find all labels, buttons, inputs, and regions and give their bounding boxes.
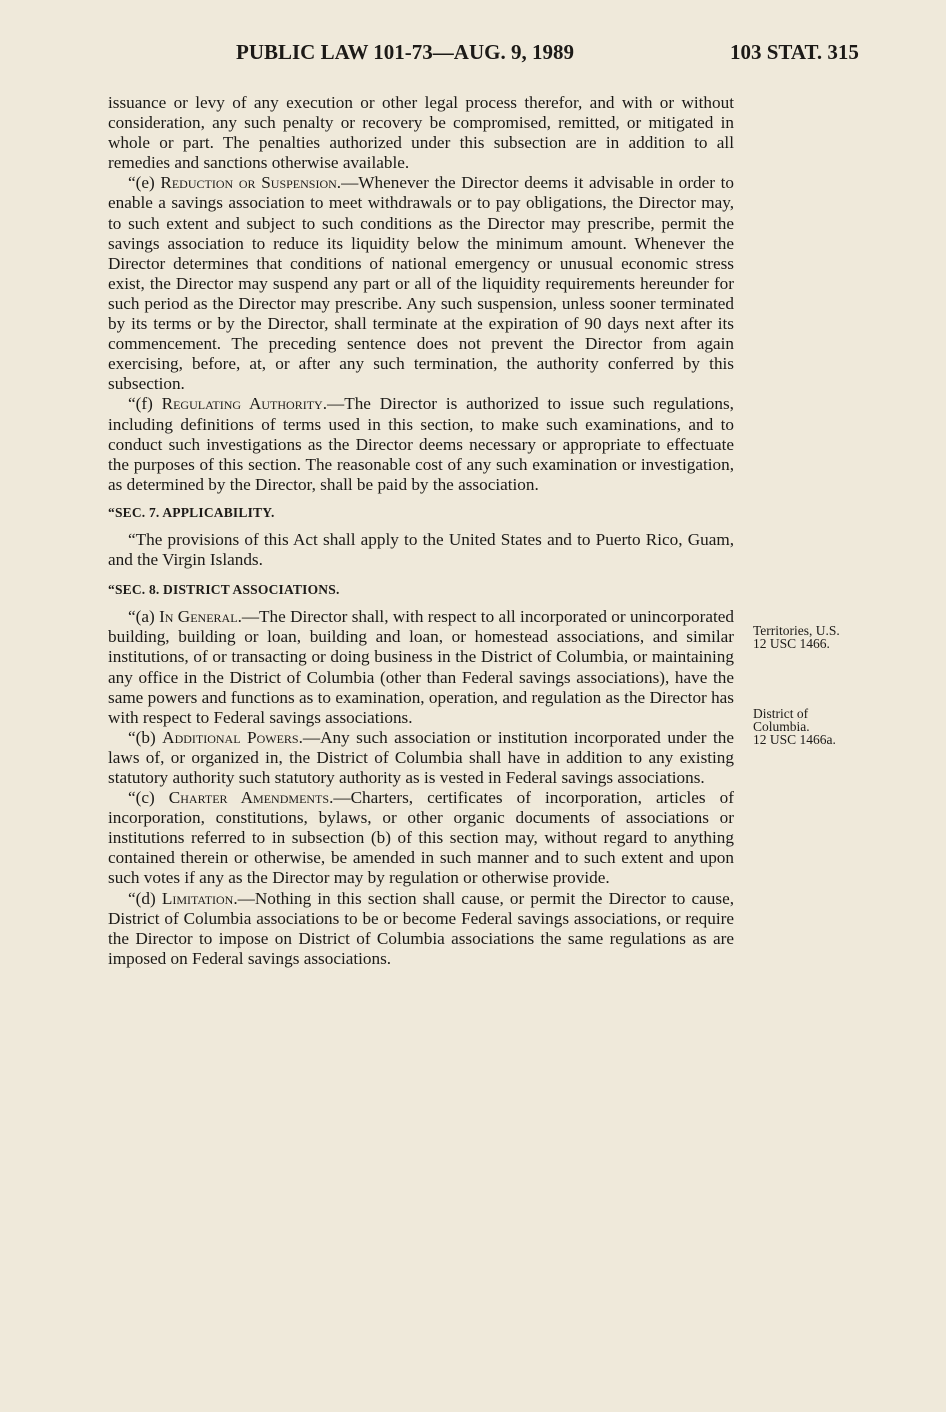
- margin-note-district-of-columbia: [753, 707, 836, 746]
- subsection-b-label: “(b): [128, 727, 163, 747]
- subsection-f: [108, 394, 734, 494]
- subsection-a-label: “(a): [128, 607, 160, 627]
- subsection-c-label: “(c): [128, 788, 169, 808]
- margin-note-line: 12 USC 1466.: [753, 636, 830, 651]
- subsection-a-text: .—The Director shall, with respect to all incorporated or unincorporated building, building or loan, building and loan, or homestead associations, and similar institutions, of or transacting or doing business in the District of Columbia, or maintaining any office in the District of Columbia (other than Federal savings associations), have the same powers and functions as to examination, operation, and regulation as the Director has with respect to Federal savings associations.: [108, 607, 734, 727]
- margin-note-territories: [753, 624, 840, 650]
- section-7-text: “The provisions of this Act shall apply to the United States and to Puerto Rico, Guam, and the Virgin Islands.: [108, 529, 734, 570]
- subsection-c-heading: Charter Amendments: [168, 788, 330, 808]
- subsection-d-heading: Limitation: [161, 888, 234, 908]
- margin-note-line: Territories, U.S.: [753, 623, 840, 638]
- subsection-d-text: .—Nothing in this section shall cause, or permit the Director to cause, District of Columbia associations to be or become Federal savings associations, or require the Director to impose on District of Columbia associations the same regulations as are imposed on Federal savings associations.: [108, 888, 734, 968]
- subsection-d: [108, 889, 734, 969]
- paragraph-intro: issuance or levy of any execution or other legal process therefor, and with or without consideration, any such penalty or recovery be compromised, remitted, or mitigated in whole or part. The penalties authorized under this subsection are in addition to all remedies and sanctions otherwise available.: [108, 93, 734, 173]
- subsection-b-text: .—Any such association or institution incorporated under the laws of, or organized in, the District of Columbia shall have in addition to any existing statutory authority such statutory authority as is vested in Federal savings associations.: [108, 727, 734, 787]
- subsection-f-heading: Regulating Authority: [161, 394, 323, 414]
- margin-note-line: Columbia.: [753, 719, 810, 734]
- margin-note-line: District of: [753, 706, 809, 721]
- subsection-d-label: “(d): [128, 888, 162, 908]
- subsection-a-heading: In General: [159, 607, 238, 627]
- subsection-c: [108, 788, 734, 888]
- subsection-e: [108, 173, 734, 394]
- header-stat-citation: 103 STAT. 315: [730, 40, 859, 64]
- margin-note-line: 12 USC 1466a.: [753, 732, 836, 747]
- page-header: [0, 40, 946, 70]
- subsection-e-label: “(e): [128, 173, 161, 193]
- section-7-heading: “SEC. 7. APPLICABILITY.: [108, 504, 275, 520]
- subsection-c-text: .—Charters, certificates of incorporation, articles of incorporation, constitutions, bylaws, or other organic documents of associations or institutions referred to in subsection (b) of this section may, without regard to anything contained therein or otherwise, be amended in such manner and to such extent and upon such votes if any as the Director may by regulation or otherwise provide.: [108, 788, 734, 888]
- subsection-b-heading: Additional Powers: [162, 727, 299, 747]
- subsection-a: [108, 607, 734, 728]
- subsection-e-heading: Reduction or Suspension: [160, 173, 337, 193]
- section-8-heading: “SEC. 8. DISTRICT ASSOCIATIONS.: [108, 582, 340, 598]
- header-title: PUBLIC LAW 101-73—AUG. 9, 1989: [236, 40, 574, 64]
- subsection-f-label: “(f): [128, 394, 162, 414]
- body-text: [108, 93, 734, 969]
- subsection-b: [108, 728, 734, 788]
- subsection-f-text: .—The Director is authorized to issue such regulations, including definitions of terms used in this section, to make such examinations, and to conduct such investigations as the Director deems necessary or appropriate to effectuate the purposes of this section. The reasonable cost of any such examination or investigation, as determined by the Director, shall be paid by the association.: [108, 394, 734, 494]
- subsection-e-text: .—Whenever the Director deems it advisable in order to enable a savings association to meet withdrawals or to pay obligations, the Director may, to such extent and subject to such conditions as the Director may prescribe, permit the savings association to reduce its liquidity below the minimum amount. Whenever the Director determines that conditions of national emergency or unusual economic stress exist, the Director may suspend any part or all of the liquidity requirements hereunder for such period as the Director may prescribe. Any such suspension, unless sooner terminated by its terms or by the Director, shall terminate at the expiration of 90 days next after its commencement. The preceding sentence does not prevent the Director from again exercising, before, at, or after any such termination, the authority conferred by this subsection.: [108, 173, 734, 394]
